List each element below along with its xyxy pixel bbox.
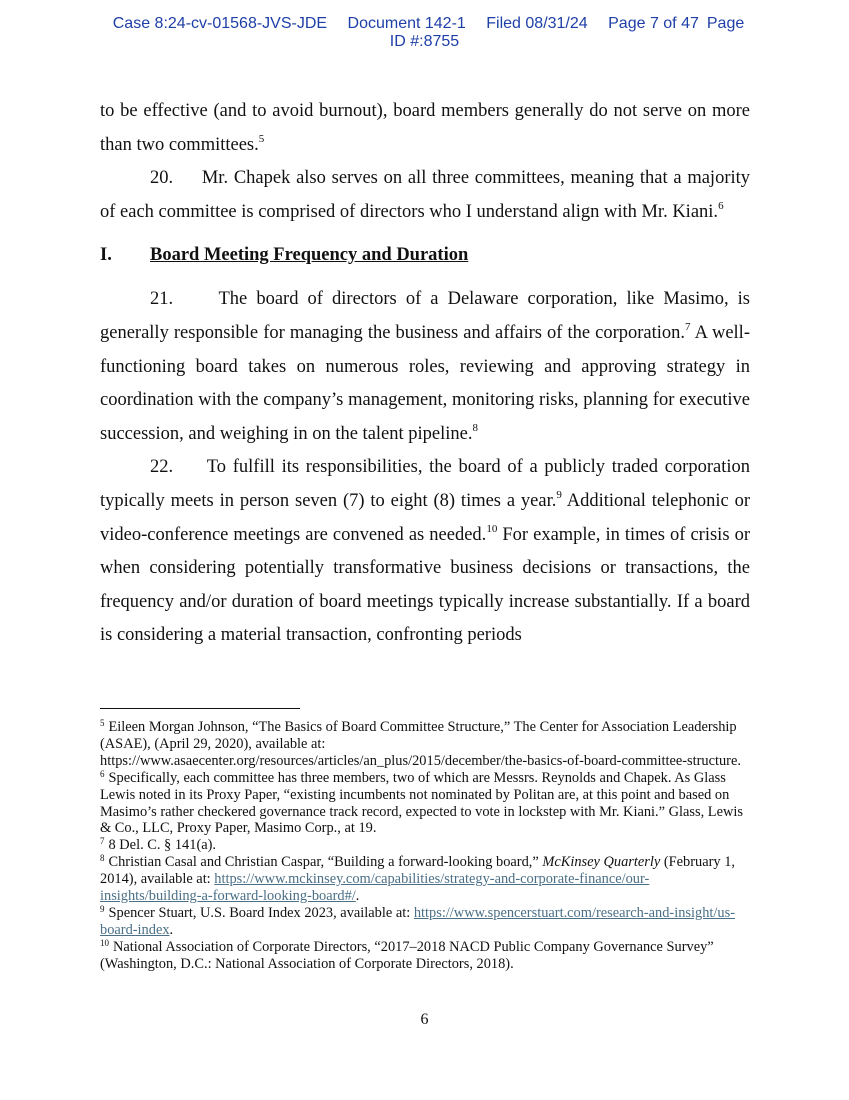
publication-title: McKinsey Quarterly [542, 854, 661, 871]
section-title: Board Meeting Frequency and Duration [150, 245, 469, 266]
paragraph-number: 22. [150, 457, 174, 478]
paragraph-continuation: to be effective (and to avoid burnout), board members generally do not serve on more than two committees.$^5$ [100, 101, 750, 155]
paragraph-number: 21. [150, 289, 174, 310]
footnote-5: $^5$ Eileen Morgan Johnson, “The Basics of Board Committee Structure,” The Center for Association Leadership (ASAE), (April 29, 2020), available at: https://www.asaecenter.org/resources/articles/an_plus/2015/december/the-basics-of-board-committee-structure. [100, 718, 741, 769]
paragraph-21: 21. The board of directors of a Delaware corporation, like Masimo, is generally responsible for managing the business and affairs of the corporation.$^7$ A well-functioning board takes on numerous roles, reviewing and approving strategy in coordination with the company’s management, monitoring risks, planning for executive succession, and weighing in on the talent pipeline.$^8$ [100, 289, 750, 444]
paragraph-20: 20. Mr. Chapek also serves on all three committees, meaning that a majority of each committee is comprised of directors who I understand align with Mr. Kiani.$^6$ [100, 168, 751, 222]
footnote-ref-5: 5 [258, 132, 265, 145]
footnote-ref-9: 9 [556, 488, 562, 501]
footnote-10: $^{10}$ National Association of Corporate Directors, “2017–2018 NACD Public Company Governance Survey” (Washington, D.C.: National Association of Corporate Directors, 2018). [100, 937, 714, 972]
filed-date: Filed 08/31/24 [486, 15, 588, 32]
footnote-ref-8: 8 [472, 421, 478, 434]
ecf-header-line-1 [60, 15, 789, 33]
footnote-ref-10: 10 [486, 522, 498, 535]
footnote-6: $^6$ Specifically, each committee has three members, two of which are Messrs. Reynolds and Chapek. As Glass Lewis noted in its Proxy Paper, “existing incumbents not nominated by Politan are, at this point and based on Masimo’s rather checkered governance track record, expected to vote in lockstep with Mr. Kiani.” Glass, Lewis & Co., LLC, Proxy Paper, Masimo Corp., at 19. [100, 768, 743, 837]
page-id-label: Page [706, 15, 745, 32]
paragraph-number: 20. [150, 168, 174, 189]
footnote-ref-7: 7 [685, 320, 691, 333]
page-number: 6 [420, 1011, 429, 1028]
footnote-divider [100, 708, 300, 709]
document-number: Document 142-1 [347, 15, 466, 32]
paragraph-22: 22. To fulfill its responsibilities, the board of a publicly traded corporation typically meets in person seven (7) to eight (8) times a year.$^9$ Additional telephonic or video-conference meetings are convened as needed.$^{10}$ For example, in times of crisis or when considering potentially transformative business decisions or transactions, the frequency and/or duration of board meetings typically increase substantially. If a board is considering a material transaction, confronting periods [100, 457, 751, 646]
page-count: Page 7 of 47 [608, 15, 699, 32]
body-text [100, 95, 750, 653]
section-number: I. [100, 245, 112, 266]
ecf-header [60, 15, 789, 51]
footnote-8: $^8$ Christian Casal and Christian Caspar, “Building a forward-looking board,” McKinsey Quarterly (February 1, 2014), available at: https://www.mckinsey.com/capabilities/strategy-and-corporate-finance/our-insights/building-a-forward-looking-board#/. [100, 853, 735, 905]
section-heading [100, 229, 750, 283]
mckinsey-link[interactable]: https://www.mckinsey.com/capabilities/strategy-and-corporate-finance/our-insights/building-a-forward-looking-board#/ [100, 871, 650, 905]
spencer-stuart-link[interactable]: https://www.spencerstuart.com/research-and-insight/us-board-index [100, 904, 735, 938]
page-id: ID #:8755 [389, 33, 460, 50]
footnotes [100, 719, 750, 973]
case-number: Case 8:24-cv-01568-JVS-JDE [112, 15, 328, 32]
footnote-9: $^9$ Spencer Stuart, U.S. Board Index 2023, available at: https://www.spencerstuart.com/research-and-insight/us-board-index. [100, 903, 735, 938]
footnote-7: $^7$ 8 Del. C. § 141(a). [100, 836, 217, 854]
footnote-ref-6: 6 [718, 199, 724, 212]
